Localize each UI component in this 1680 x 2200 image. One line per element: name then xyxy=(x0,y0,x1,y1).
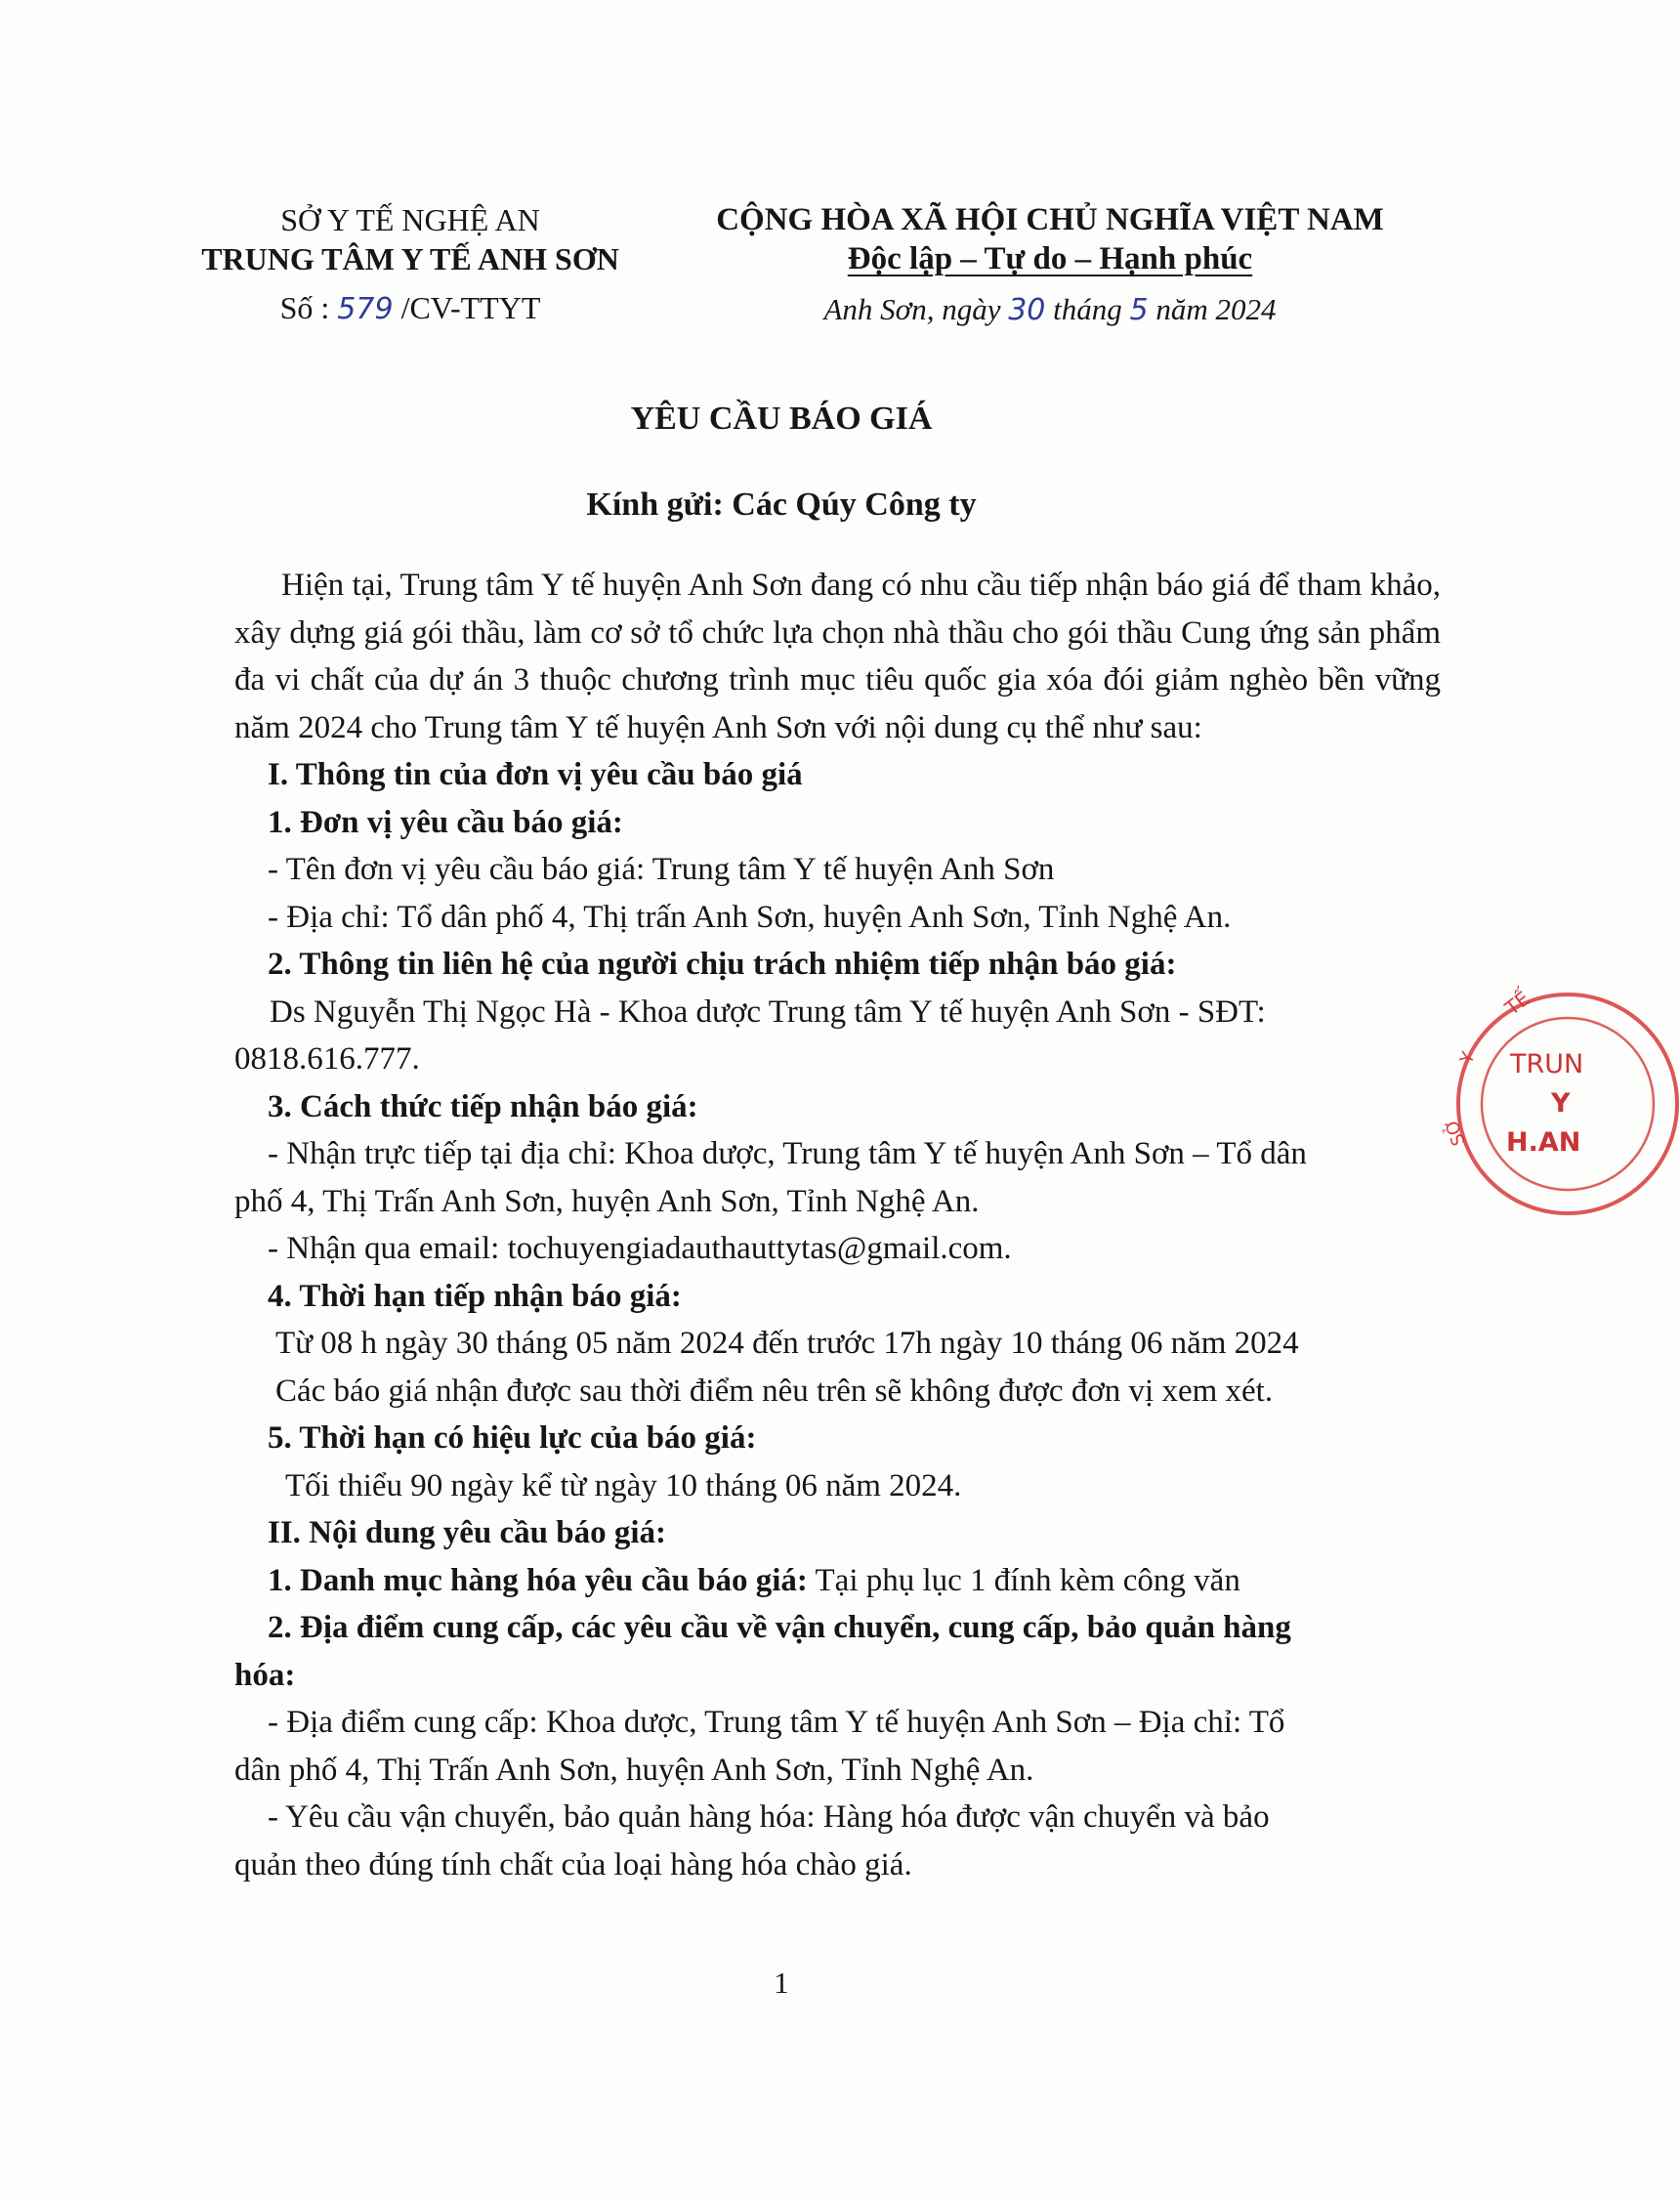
section-1-item-4-heading: 4. Thời hạn tiếp nhận báo giá: xyxy=(268,1278,682,1314)
date-place: Anh Sơn, ngày xyxy=(823,292,1001,326)
document-body xyxy=(234,562,1441,1888)
seal-text-te: TẾ xyxy=(1500,986,1534,1020)
date-day: 30 xyxy=(1008,293,1046,327)
section-2-item-2-heading-line-1: 2. Địa điểm cung cấp, các yêu cầu về vận chuyển, cung cấp, bảo quản hàng xyxy=(268,1610,1291,1645)
delivery-place-line-2: dân phố 4, Thị Trấn Anh Sơn, huyện Anh Sơn, Tỉnh Nghệ An. xyxy=(234,1752,1034,1788)
date-month-label: tháng xyxy=(1053,292,1122,326)
seal-text-y-center: Y xyxy=(1551,1088,1571,1119)
transport-line-1: - Yêu cầu vận chuyển, bảo quản hàng hóa: Hàng hóa được vận chuyển và bảo xyxy=(268,1799,1270,1835)
section-1-item-2-heading: 2. Thông tin liên hệ của người chịu trách nhiệm tiếp nhận báo giá: xyxy=(268,947,1177,982)
date-month: 5 xyxy=(1129,293,1149,327)
contact-line-1: Ds Nguyễn Thị Ngọc Hà - Khoa dược Trung tâm Y tế huyện Anh Sơn - SĐT: xyxy=(270,994,1266,1030)
motto xyxy=(674,239,1426,278)
section-1-item-1-heading: 1. Đơn vị yêu cầu báo giá: xyxy=(268,804,623,840)
number-prefix: Số : xyxy=(279,290,330,325)
section-1-item-5-heading: 5. Thời hạn có hiệu lực của báo giá: xyxy=(268,1420,757,1456)
direct-delivery-line-2: phố 4, Thị Trấn Anh Sơn, huyện Anh Sơn, Tỉnh Nghệ An. xyxy=(234,1183,980,1219)
section-2-heading: II. Nội dung yêu cầu báo giá: xyxy=(268,1515,667,1550)
document-title: YÊU CẦU BÁO GIÁ xyxy=(630,401,933,437)
seal-text-trung: TRUN xyxy=(1510,1049,1584,1079)
issuer-block xyxy=(151,200,669,329)
requester-name: - Tên đơn vị yêu cầu báo giá: Trung tâm Y tế huyện Anh Sơn xyxy=(268,852,1055,887)
direct-delivery-line-1: - Nhận trực tiếp tại địa chỉ: Khoa dược, Trung tâm Y tế huyện Anh Sơn – Tổ dân xyxy=(268,1136,1307,1171)
goods-list-text: Tại phụ lục 1 đính kèm công văn xyxy=(807,1562,1240,1598)
number-handwritten: 579 xyxy=(337,292,394,326)
date-year: năm 2024 xyxy=(1155,292,1277,326)
official-seal-icon xyxy=(1441,977,1680,1231)
section-2-item-2-heading-line-2: hóa: xyxy=(234,1657,296,1693)
seal-text-y: Y xyxy=(1455,1049,1480,1067)
seal-text-so: SỞ xyxy=(1441,1116,1470,1149)
number-suffix: /CV-TTYT xyxy=(400,290,541,325)
contact-line-2: 0818.616.777. xyxy=(234,1041,420,1077)
date-line xyxy=(674,290,1426,330)
late-quote-note: Các báo giá nhận được sau thời điểm nêu trên sẽ không được đơn vị xem xét. xyxy=(275,1373,1274,1409)
section-1-item-3-heading: 3. Cách thức tiếp nhận báo giá: xyxy=(268,1088,698,1124)
motto-text: Độc lập – Tự do – Hạnh phúc xyxy=(847,241,1253,276)
page-number: 1 xyxy=(774,1966,789,2000)
requester-address: - Địa chỉ: Tổ dân phố 4, Thị trấn Anh Sơn, huyện Anh Sơn, Tỉnh Nghệ An. xyxy=(268,899,1232,935)
intro-paragraph: Hiện tại, Trung tâm Y tế huyện Anh Sơn đang có nhu cầu tiếp nhận báo giá để tham khảo, xây dựng giá gói thầu, làm cơ sở tổ chức lựa chọn nhà thầu cho gói thầu Cung ứng sản phẩm đa vi chất của dự án 3 thuộc chương trình mục tiêu quốc gia xóa đói giảm nghèo bền vững năm 2024 cho Trung tâm Y tế huyện Anh Sơn với nội dung cụ thể như sau: xyxy=(234,568,1441,745)
agency-name: SỞ Y TẾ NGHỆ AN xyxy=(280,202,540,237)
validity-period: Tối thiểu 90 ngày kể từ ngày 10 tháng 06 năm 2024. xyxy=(285,1467,962,1503)
transport-line-2: quản theo đúng tính chất của loại hàng hóa chào giá. xyxy=(234,1846,912,1883)
receiving-period: Từ 08 h ngày 30 tháng 05 năm 2024 đến trước 17h ngày 10 tháng 06 năm 2024 xyxy=(275,1326,1299,1361)
country-name: CỘNG HÒA XÃ HỘI CHỦ NGHĨA VIỆT NAM xyxy=(716,202,1384,237)
section-2-item-1 xyxy=(234,1557,1441,1605)
email-line: - Nhận qua email: tochuyengiadauthauttytas@gmail.com. xyxy=(268,1231,1012,1266)
section-1-heading: I. Thông tin của đơn vị yêu cầu báo giá xyxy=(268,757,803,792)
delivery-place-line-1: - Địa điểm cung cấp: Khoa dược, Trung tâm Y tế huyện Anh Sơn – Địa chỉ: Tổ xyxy=(268,1705,1285,1740)
national-header xyxy=(674,200,1426,330)
greeting: Kính gửi: Các Qúy Công ty xyxy=(586,487,977,523)
goods-list-label: 1. Danh mục hàng hóa yêu cầu báo giá: xyxy=(268,1562,808,1598)
document-number xyxy=(151,288,669,329)
unit-name: TRUNG TÂM Y TẾ ANH SƠN xyxy=(201,241,619,276)
seal-text-han: H.AN xyxy=(1506,1127,1581,1158)
